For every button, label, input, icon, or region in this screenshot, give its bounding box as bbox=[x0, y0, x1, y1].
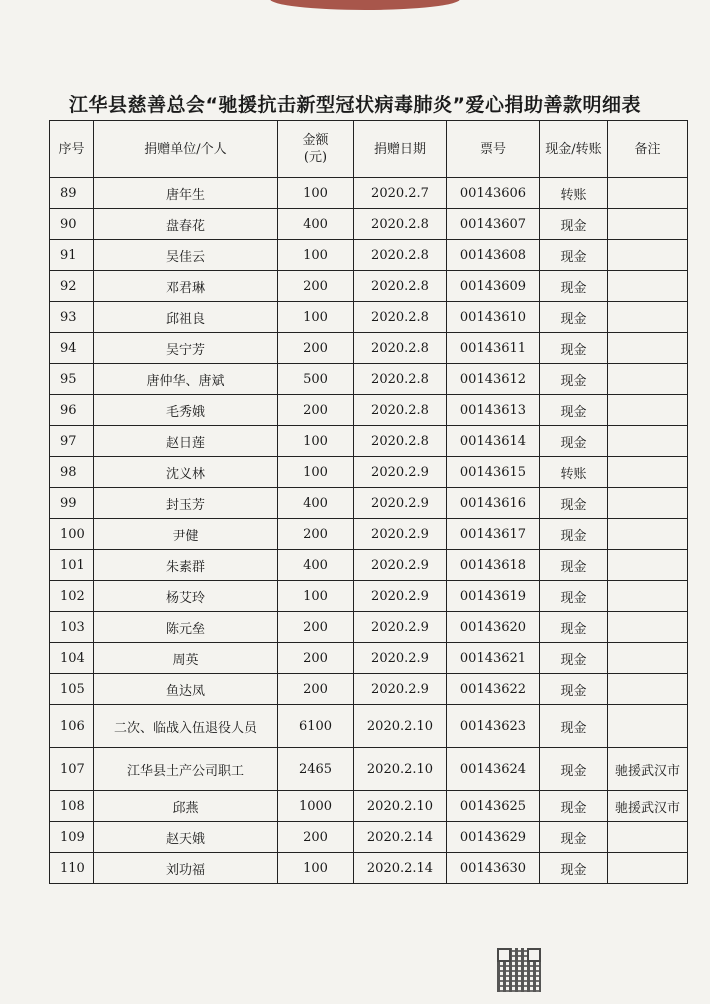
cell-method: 现金 bbox=[540, 271, 608, 302]
cell-method: 现金 bbox=[540, 395, 608, 426]
cell-ticket: 00143619 bbox=[447, 581, 540, 612]
cell-date: 2020.2.8 bbox=[354, 426, 447, 457]
cell-amount: 200 bbox=[278, 333, 354, 364]
cell-date: 2020.2.9 bbox=[354, 550, 447, 581]
cell-donor: 二次、临战入伍退役人员 bbox=[94, 705, 278, 748]
cell-ticket: 00143609 bbox=[447, 271, 540, 302]
cell-date: 2020.2.9 bbox=[354, 519, 447, 550]
cell-amount: 6100 bbox=[278, 705, 354, 748]
cell-donor: 陈元垒 bbox=[94, 612, 278, 643]
cell-seq: 104 bbox=[50, 643, 94, 674]
cell-amount: 100 bbox=[278, 240, 354, 271]
table-row bbox=[50, 240, 688, 271]
cell-note bbox=[608, 581, 688, 612]
cell-seq: 100 bbox=[50, 519, 94, 550]
cell-date: 2020.2.9 bbox=[354, 612, 447, 643]
cell-note bbox=[608, 488, 688, 519]
table-row bbox=[50, 302, 688, 333]
cell-amount: 1000 bbox=[278, 791, 354, 822]
cell-method: 现金 bbox=[540, 581, 608, 612]
header-date: 捐赠日期 bbox=[354, 121, 447, 178]
table-row bbox=[50, 853, 688, 884]
cell-amount: 200 bbox=[278, 822, 354, 853]
cell-note bbox=[608, 271, 688, 302]
cell-date: 2020.2.7 bbox=[354, 178, 447, 209]
cell-ticket: 00143630 bbox=[447, 853, 540, 884]
cell-amount: 400 bbox=[278, 550, 354, 581]
cell-ticket: 00143613 bbox=[447, 395, 540, 426]
donation-table bbox=[49, 120, 688, 884]
cell-seq: 97 bbox=[50, 426, 94, 457]
cell-method: 现金 bbox=[540, 364, 608, 395]
cell-seq: 106 bbox=[50, 705, 94, 748]
cell-note bbox=[608, 209, 688, 240]
table-row bbox=[50, 581, 688, 612]
cell-seq: 110 bbox=[50, 853, 94, 884]
cell-note bbox=[608, 705, 688, 748]
table-row bbox=[50, 791, 688, 822]
cell-note bbox=[608, 364, 688, 395]
cell-date: 2020.2.8 bbox=[354, 364, 447, 395]
cell-donor: 鱼达凤 bbox=[94, 674, 278, 705]
cell-ticket: 00143616 bbox=[447, 488, 540, 519]
red-stamp-edge bbox=[270, 0, 460, 10]
cell-date: 2020.2.8 bbox=[354, 333, 447, 364]
cell-donor: 杨艾玲 bbox=[94, 581, 278, 612]
cell-method: 现金 bbox=[540, 426, 608, 457]
cell-ticket: 00143606 bbox=[447, 178, 540, 209]
cell-amount: 500 bbox=[278, 364, 354, 395]
cell-method: 现金 bbox=[540, 853, 608, 884]
cell-seq: 99 bbox=[50, 488, 94, 519]
cell-note: 驰援武汉市 bbox=[608, 791, 688, 822]
cell-date: 2020.2.10 bbox=[354, 705, 447, 748]
cell-donor: 邱燕 bbox=[94, 791, 278, 822]
cell-seq: 93 bbox=[50, 302, 94, 333]
cell-amount: 100 bbox=[278, 426, 354, 457]
cell-seq: 98 bbox=[50, 457, 94, 488]
cell-method: 现金 bbox=[540, 519, 608, 550]
cell-ticket: 00143622 bbox=[447, 674, 540, 705]
cell-donor: 尹健 bbox=[94, 519, 278, 550]
cell-seq: 108 bbox=[50, 791, 94, 822]
cell-amount: 100 bbox=[278, 178, 354, 209]
cell-donor: 赵日莲 bbox=[94, 426, 278, 457]
cell-note bbox=[608, 240, 688, 271]
cell-amount: 200 bbox=[278, 271, 354, 302]
table-row bbox=[50, 748, 688, 791]
cell-amount: 200 bbox=[278, 395, 354, 426]
cell-amount: 100 bbox=[278, 302, 354, 333]
cell-note bbox=[608, 333, 688, 364]
cell-method: 现金 bbox=[540, 240, 608, 271]
table-row bbox=[50, 643, 688, 674]
header-donor: 捐赠单位/个人 bbox=[94, 121, 278, 178]
cell-seq: 92 bbox=[50, 271, 94, 302]
cell-donor: 沈义林 bbox=[94, 457, 278, 488]
table-header-row bbox=[50, 121, 688, 178]
cell-note bbox=[608, 519, 688, 550]
table-row bbox=[50, 426, 688, 457]
cell-note bbox=[608, 674, 688, 705]
cell-amount: 200 bbox=[278, 612, 354, 643]
cell-donor: 周英 bbox=[94, 643, 278, 674]
cell-note bbox=[608, 822, 688, 853]
cell-date: 2020.2.9 bbox=[354, 674, 447, 705]
cell-ticket: 00143629 bbox=[447, 822, 540, 853]
cell-date: 2020.2.8 bbox=[354, 240, 447, 271]
cell-method: 现金 bbox=[540, 705, 608, 748]
cell-method: 转账 bbox=[540, 178, 608, 209]
cell-donor: 唐仲华、唐斌 bbox=[94, 364, 278, 395]
cell-note bbox=[608, 302, 688, 333]
header-amount-unit: (元) bbox=[303, 150, 328, 165]
cell-ticket: 00143624 bbox=[447, 748, 540, 791]
header-amount-label: 金额 bbox=[302, 133, 329, 148]
cell-seq: 94 bbox=[50, 333, 94, 364]
cell-note bbox=[608, 457, 688, 488]
cell-note bbox=[608, 178, 688, 209]
header-note: 备注 bbox=[608, 121, 688, 178]
cell-seq: 109 bbox=[50, 822, 94, 853]
cell-method: 现金 bbox=[540, 302, 608, 333]
cell-ticket: 00143618 bbox=[447, 550, 540, 581]
cell-amount: 2465 bbox=[278, 748, 354, 791]
cell-amount: 400 bbox=[278, 488, 354, 519]
cell-seq: 103 bbox=[50, 612, 94, 643]
cell-amount: 200 bbox=[278, 643, 354, 674]
cell-date: 2020.2.10 bbox=[354, 791, 447, 822]
cell-ticket: 00143614 bbox=[447, 426, 540, 457]
table-row bbox=[50, 612, 688, 643]
cell-date: 2020.2.8 bbox=[354, 209, 447, 240]
page-title: 江华县慈善总会“驰援抗击新型冠状病毒肺炎”爱心捐助善款明细表 bbox=[69, 94, 641, 116]
cell-donor: 毛秀娥 bbox=[94, 395, 278, 426]
cell-amount: 400 bbox=[278, 209, 354, 240]
cell-date: 2020.2.9 bbox=[354, 488, 447, 519]
cell-date: 2020.2.9 bbox=[354, 581, 447, 612]
cell-donor: 赵天娥 bbox=[94, 822, 278, 853]
cell-ticket: 00143617 bbox=[447, 519, 540, 550]
cell-date: 2020.2.8 bbox=[354, 395, 447, 426]
cell-date: 2020.2.10 bbox=[354, 748, 447, 791]
cell-ticket: 00143623 bbox=[447, 705, 540, 748]
cell-donor: 吴宁芳 bbox=[94, 333, 278, 364]
cell-seq: 91 bbox=[50, 240, 94, 271]
cell-ticket: 00143611 bbox=[447, 333, 540, 364]
cell-donor: 吴佳云 bbox=[94, 240, 278, 271]
table-row bbox=[50, 822, 688, 853]
cell-ticket: 00143620 bbox=[447, 612, 540, 643]
cell-donor: 邓君琳 bbox=[94, 271, 278, 302]
table-row bbox=[50, 550, 688, 581]
cell-donor: 盘春花 bbox=[94, 209, 278, 240]
header-method: 现金/转账 bbox=[540, 121, 608, 178]
cell-amount: 100 bbox=[278, 457, 354, 488]
cell-method: 现金 bbox=[540, 791, 608, 822]
table-row bbox=[50, 333, 688, 364]
cell-amount: 100 bbox=[278, 853, 354, 884]
cell-seq: 90 bbox=[50, 209, 94, 240]
table-row bbox=[50, 488, 688, 519]
cell-method: 现金 bbox=[540, 209, 608, 240]
cell-donor: 封玉芳 bbox=[94, 488, 278, 519]
cell-note bbox=[608, 426, 688, 457]
cell-method: 现金 bbox=[540, 822, 608, 853]
cell-seq: 102 bbox=[50, 581, 94, 612]
cell-ticket: 00143625 bbox=[447, 791, 540, 822]
cell-note bbox=[608, 643, 688, 674]
cell-note bbox=[608, 612, 688, 643]
cell-method: 现金 bbox=[540, 550, 608, 581]
cell-donor: 唐年生 bbox=[94, 178, 278, 209]
cell-ticket: 00143612 bbox=[447, 364, 540, 395]
cell-ticket: 00143607 bbox=[447, 209, 540, 240]
cell-note: 驰援武汉市 bbox=[608, 748, 688, 791]
table-row bbox=[50, 674, 688, 705]
cell-seq: 89 bbox=[50, 178, 94, 209]
table-row bbox=[50, 519, 688, 550]
cell-donor: 江华县土产公司职工 bbox=[94, 748, 278, 791]
cell-method: 现金 bbox=[540, 488, 608, 519]
table-row bbox=[50, 395, 688, 426]
cell-note bbox=[608, 550, 688, 581]
cell-method: 现金 bbox=[540, 643, 608, 674]
cell-date: 2020.2.8 bbox=[354, 271, 447, 302]
cell-donor: 邱祖良 bbox=[94, 302, 278, 333]
cell-method: 现金 bbox=[540, 612, 608, 643]
table-row bbox=[50, 178, 688, 209]
cell-method: 转账 bbox=[540, 457, 608, 488]
cell-ticket: 00143621 bbox=[447, 643, 540, 674]
header-seq: 序号 bbox=[50, 121, 94, 178]
cell-date: 2020.2.14 bbox=[354, 853, 447, 884]
cell-method: 现金 bbox=[540, 674, 608, 705]
cell-seq: 101 bbox=[50, 550, 94, 581]
header-ticket: 票号 bbox=[447, 121, 540, 178]
cell-method: 现金 bbox=[540, 748, 608, 791]
cell-date: 2020.2.8 bbox=[354, 302, 447, 333]
cell-date: 2020.2.14 bbox=[354, 822, 447, 853]
cell-donor: 刘功福 bbox=[94, 853, 278, 884]
cell-amount: 200 bbox=[278, 674, 354, 705]
cell-note bbox=[608, 853, 688, 884]
cell-amount: 200 bbox=[278, 519, 354, 550]
table-row bbox=[50, 457, 688, 488]
qr-code-icon bbox=[497, 948, 541, 992]
cell-ticket: 00143608 bbox=[447, 240, 540, 271]
cell-date: 2020.2.9 bbox=[354, 643, 447, 674]
cell-ticket: 00143610 bbox=[447, 302, 540, 333]
cell-date: 2020.2.9 bbox=[354, 457, 447, 488]
cell-seq: 107 bbox=[50, 748, 94, 791]
cell-method: 现金 bbox=[540, 333, 608, 364]
cell-note bbox=[608, 395, 688, 426]
cell-seq: 96 bbox=[50, 395, 94, 426]
header-amount bbox=[278, 121, 354, 178]
cell-donor: 朱素群 bbox=[94, 550, 278, 581]
table-row bbox=[50, 271, 688, 302]
cell-ticket: 00143615 bbox=[447, 457, 540, 488]
cell-amount: 100 bbox=[278, 581, 354, 612]
table-row bbox=[50, 705, 688, 748]
table-row bbox=[50, 364, 688, 395]
table-row bbox=[50, 209, 688, 240]
cell-seq: 105 bbox=[50, 674, 94, 705]
cell-seq: 95 bbox=[50, 364, 94, 395]
